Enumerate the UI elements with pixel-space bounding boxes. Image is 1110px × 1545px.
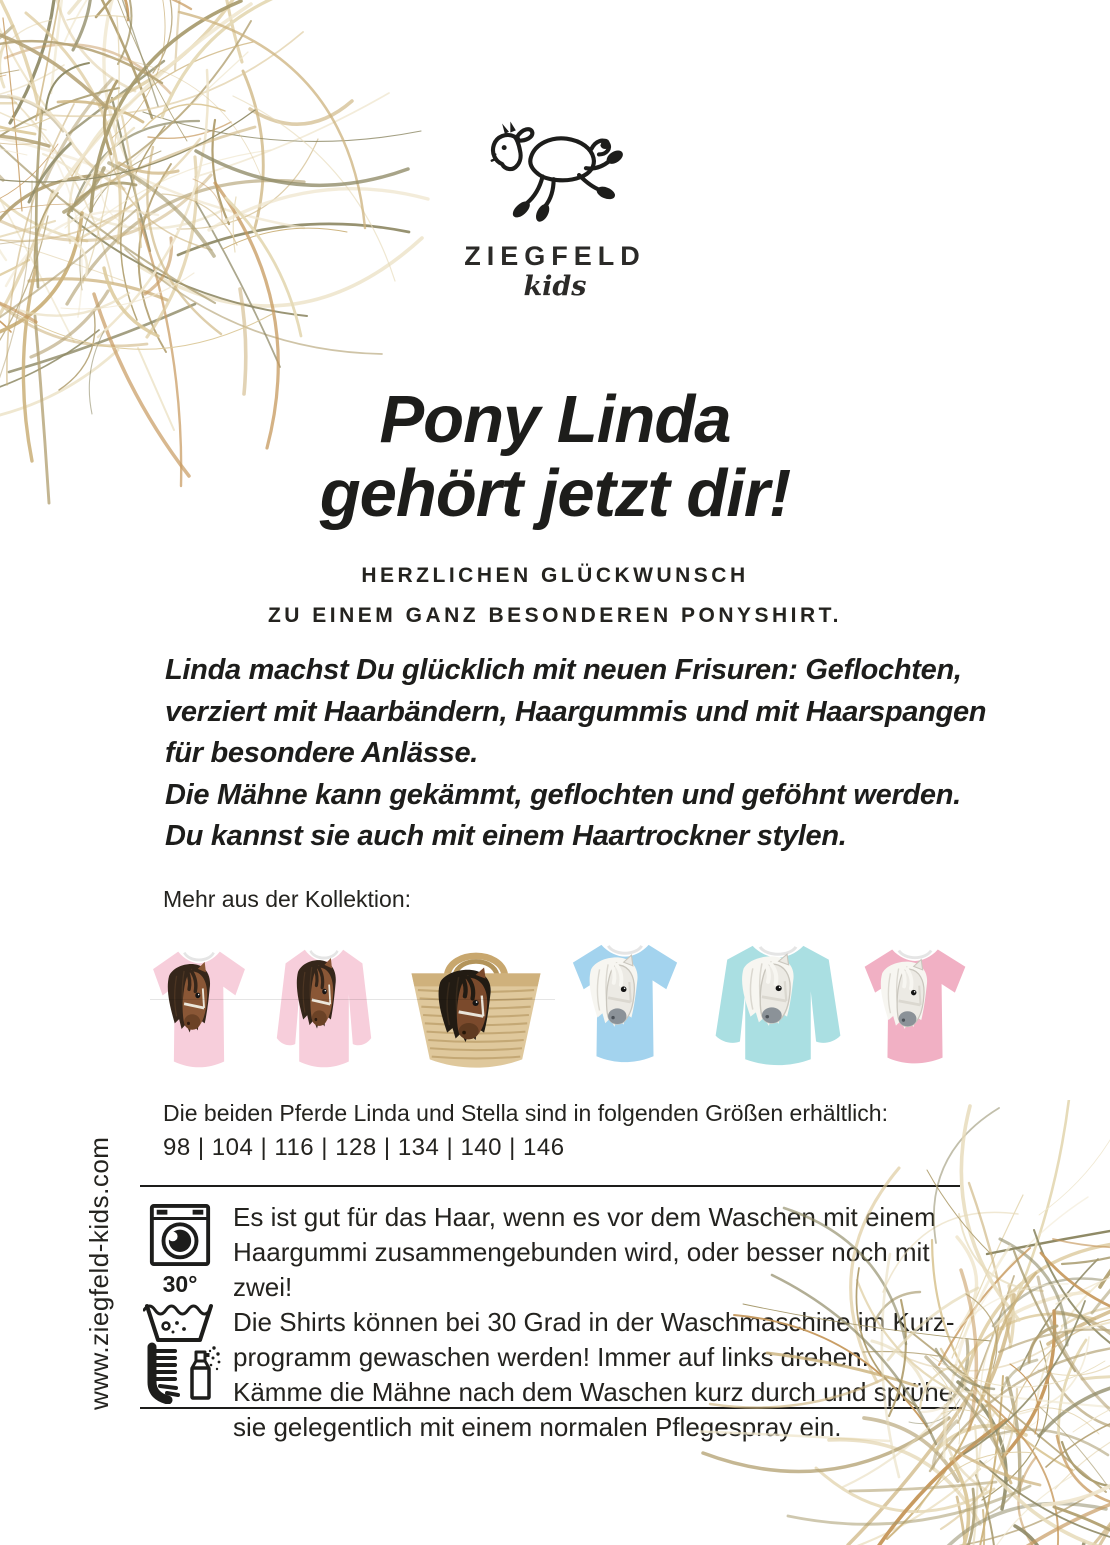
intro-line: Die Mähne kann gekämmt, geflochten und geföhnt werden. <box>165 778 961 811</box>
subtitle-line-1: HERZLICHEN GLÜCKWUNSCH <box>361 564 749 587</box>
headline-line-1: Pony Linda <box>379 382 731 457</box>
product-pink-tshirt-brown-pony <box>147 941 251 1077</box>
care-line: Die Shirts können bei 30 Grad in der Waschmaschine im Kurz- <box>233 1307 955 1337</box>
comb-icon <box>152 1347 178 1400</box>
product-pink-longsleeve-brown-pony <box>268 941 380 1077</box>
care-divider-bottom <box>140 1407 962 1409</box>
care-line: sie gelegentlich mit einem normalen Pflegespray ein. <box>233 1412 842 1442</box>
brand-logo <box>0 112 1110 302</box>
brand-name: ZIEGFELD <box>464 241 646 271</box>
product-straw-basket-dark-pony <box>399 942 553 1076</box>
wash-temperature-label: 30° <box>162 1271 198 1297</box>
product-turquoise-longsleeve-white-pony <box>704 937 852 1075</box>
product-lightblue-tshirt-white-pony <box>566 934 684 1072</box>
fold-line <box>150 999 555 1000</box>
headline <box>0 383 1110 531</box>
collection-label: Mehr aus der Kollektion: <box>163 886 412 912</box>
subtitle-line-2: ZU EINEM GANZ BESONDEREN PONYSHIRT. <box>267 604 843 627</box>
intro-line: Linda machst Du glücklich mit neuen Frisuren: Geflochten, <box>165 654 962 686</box>
sizes-availability-text: Die beiden Pferde Linda und Stella sind in folgenden Größen erhältlich: <box>163 1100 888 1126</box>
headline-line-2: gehört jetzt dir! <box>319 456 791 531</box>
sizes-values: 98 | 104 | 116 | 128 | 134 | 140 | 146 <box>163 1134 565 1161</box>
care-line: programm gewaschen werden! Immer auf links drehen. <box>233 1342 869 1372</box>
product-pink-tshirt-white-pony <box>858 939 972 1073</box>
washing-machine-icon <box>147 1202 213 1268</box>
brand-kids-label: kids <box>523 271 587 302</box>
website-vertical-text: www.ziegfeld-kids.com <box>84 1136 114 1410</box>
care-divider-top <box>140 1185 960 1187</box>
care-line: Es ist gut für das Haar, wenn es vor dem Waschen mit einem <box>233 1202 936 1232</box>
intro-line: verziert mit Haarbändern, Haargummis und mit Haarspangen <box>165 695 987 728</box>
care-line: Haargummi zusammengebunden wird, oder besser noch mit zwei! <box>233 1237 930 1302</box>
comb-and-spray-bottle-icon <box>140 1342 222 1404</box>
wash-basin-30-icon <box>143 1298 215 1344</box>
congrats-subtitle <box>0 556 1110 636</box>
intro-line: für besondere Anlässe. <box>165 737 479 769</box>
spray-bottle-icon <box>192 1346 220 1398</box>
intro-paragraph <box>165 650 1045 858</box>
intro-line: Du kannst sie auch mit einem Haartrockner stylen. <box>165 820 847 852</box>
care-line: Kämme die Mähne nach dem Waschen kurz durch und sprühe <box>233 1377 954 1407</box>
goat-logo-icon <box>476 112 634 234</box>
